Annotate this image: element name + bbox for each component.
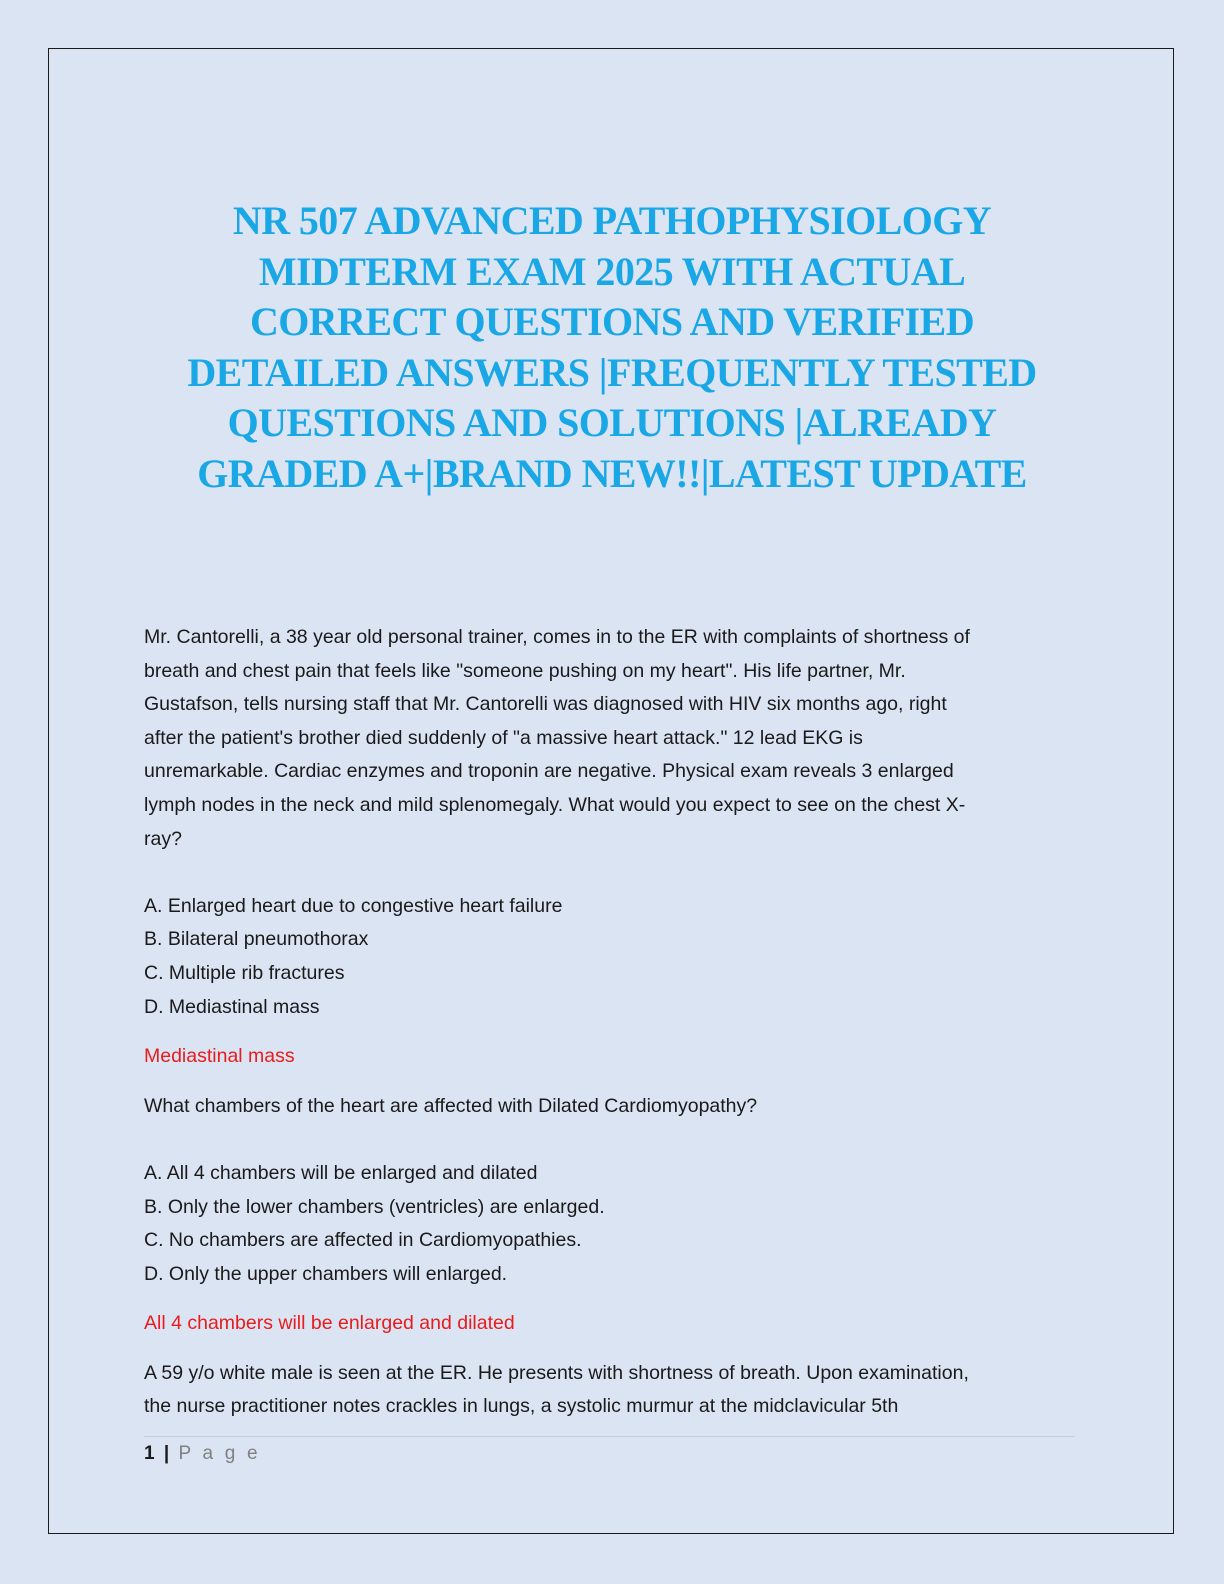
title-line: MIDTERM EXAM 2025 WITH ACTUAL bbox=[258, 248, 966, 294]
answer-options bbox=[144, 1157, 1084, 1291]
stem-line: Mr. Cantorelli, a 38 year old personal trainer, comes in to the ER with complaints of shortness of bbox=[144, 626, 970, 648]
option-c: C. Multiple rib fractures bbox=[144, 961, 345, 984]
stem-line: A 59 y/o white male is seen at the ER. He presents with shortness of breath. Upon examination, bbox=[144, 1361, 969, 1384]
stem-line: lymph nodes in the neck and mild splenomegaly. What would you expect to see on the chest X- bbox=[144, 793, 966, 816]
title-line: NR 507 ADVANCED PATHOPHYSIOLOGY bbox=[232, 198, 992, 243]
option-d: D. Only the upper chambers will enlarged. bbox=[144, 1262, 508, 1285]
document-body bbox=[144, 621, 1084, 1424]
question-stem bbox=[144, 1090, 1084, 1124]
stem-line: Gustafson, tells nursing staff that Mr. Cantorelli was diagnosed with HIV six months ago, right bbox=[144, 693, 947, 716]
option-a: A. Enlarged heart due to congestive heart failure bbox=[144, 894, 563, 917]
page-separator: | bbox=[163, 1443, 170, 1464]
stem-line: the nurse practitioner notes crackles in lungs, a systolic murmur at the midclavicular 5th bbox=[144, 1395, 899, 1418]
question-stem bbox=[144, 621, 1084, 856]
option-d: D. Mediastinal mass bbox=[144, 995, 320, 1018]
question-stem bbox=[144, 1357, 1084, 1424]
stem-line: What chambers of the heart are affected with Dilated Cardiomyopathy? bbox=[144, 1094, 758, 1117]
option-a: A. All 4 chambers will be enlarged and dilated bbox=[144, 1161, 538, 1184]
question-2 bbox=[144, 1090, 1084, 1341]
question-3 bbox=[144, 1357, 1084, 1424]
option-b: B. Bilateral pneumothorax bbox=[144, 928, 369, 951]
stem-line: after the patient's brother died suddenly of "a massive heart attack." 12 lead EKG is bbox=[144, 726, 863, 749]
option-b: B. Only the lower chambers (ventricles) are enlarged. bbox=[144, 1195, 605, 1218]
correct-answer: Mediastinal mass bbox=[144, 1045, 295, 1068]
correct-answer: All 4 chambers will be enlarged and dilated bbox=[144, 1312, 515, 1335]
stem-line: unremarkable. Cardiac enzymes and troponin are negative. Physical exam reveals 3 enlarged bbox=[144, 760, 954, 783]
answer-options bbox=[144, 890, 1084, 1024]
title-line: CORRECT QUESTIONS AND VERIFIED bbox=[249, 299, 975, 344]
option-c: C. No chambers are affected in Cardiomyopathies. bbox=[144, 1229, 582, 1252]
page-footer bbox=[144, 1441, 261, 1467]
stem-line: ray? bbox=[144, 827, 182, 850]
title-line: GRADED A+|BRAND NEW!!|LATEST UPDATE bbox=[197, 450, 1027, 496]
page-label: P a g e bbox=[178, 1443, 261, 1464]
page-number: 1 bbox=[144, 1443, 155, 1464]
title-line: DETAILED ANSWERS |FREQUENTLY TESTED bbox=[187, 349, 1037, 395]
question-1 bbox=[144, 621, 1084, 1074]
footer-divider bbox=[144, 1436, 1074, 1437]
document-title bbox=[120, 196, 1104, 499]
title-line: QUESTIONS AND SOLUTIONS |ALREADY bbox=[227, 400, 997, 445]
stem-line: breath and chest pain that feels like "someone pushing on my heart". His life partner, Mr. bbox=[144, 659, 906, 682]
